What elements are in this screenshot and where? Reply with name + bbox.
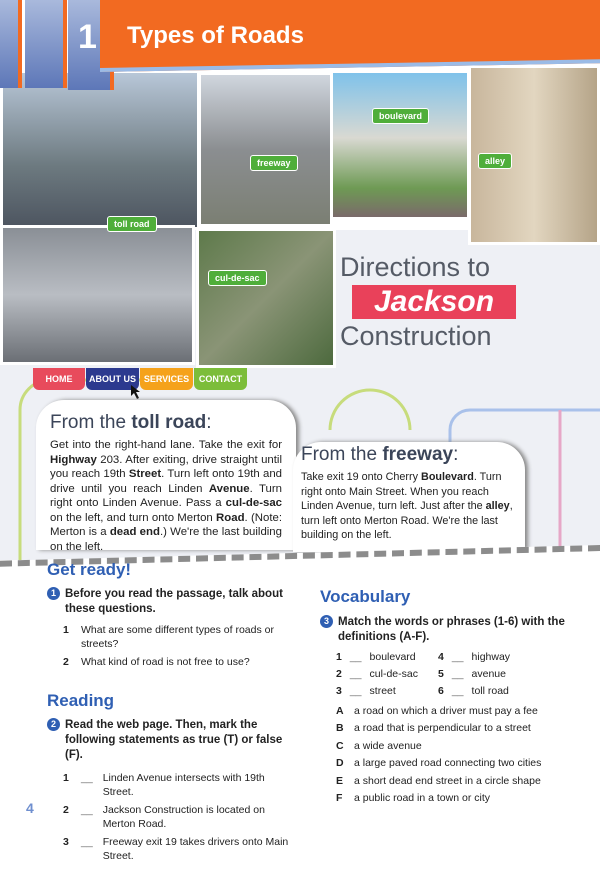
definition-letter: B: [336, 722, 344, 735]
definition-text: a large paved road connecting two cities: [354, 757, 542, 770]
statement-item: [63, 803, 297, 831]
photo-label: toll road: [107, 216, 157, 232]
definition-letter: F: [336, 791, 343, 804]
nav-home[interactable]: HOME: [33, 368, 85, 390]
task-number-badge: 1: [47, 587, 60, 600]
word-number: 1: [336, 651, 342, 663]
word-item: [336, 651, 438, 663]
instruction-text: Match the words or phrases (1-6) with the definitions (A-F).: [338, 616, 565, 643]
text-run: , turn left onto Merton Road. We're the last building on the left.: [301, 500, 513, 541]
text-run: .) We're the last building on the left.: [50, 526, 282, 553]
photo-freeway: [198, 72, 333, 227]
word-number: 5: [438, 668, 444, 680]
definition-item: [336, 792, 580, 804]
task-instruction: [47, 718, 297, 763]
word-row: [336, 651, 580, 663]
text-run: Get into the right-hand lane. Take the exit for: [50, 439, 282, 451]
item-number: 2: [63, 656, 69, 668]
website-title-line: Construction: [340, 321, 492, 351]
definition-item: [336, 757, 580, 769]
website-title: [340, 252, 516, 352]
answer-blank[interactable]: __: [349, 685, 362, 697]
website-title-highlight: Jackson: [352, 285, 516, 319]
section-title: Reading: [47, 691, 115, 710]
toll-road-text: [50, 438, 282, 554]
definition-letter: E: [336, 774, 344, 787]
word-text: toll road: [471, 685, 509, 697]
item-text: Jackson Construction is located on Merton Road.: [102, 804, 265, 830]
heading-text: From the: [50, 412, 132, 433]
definition-letter: C: [336, 739, 344, 752]
item-number: 1: [63, 772, 69, 784]
word-text: street: [369, 685, 396, 697]
task-instruction: [320, 615, 580, 645]
answer-blank[interactable]: __: [349, 651, 362, 663]
definition-text: a short dead end street in a circle shape: [354, 774, 541, 787]
nav-about-us[interactable]: ABOUT US: [86, 368, 139, 390]
heading-bold: toll road: [131, 412, 207, 433]
word-text: boulevard: [369, 651, 416, 663]
header-pillar: [25, 0, 67, 88]
item-number: 3: [63, 836, 69, 848]
freeway-text: [301, 470, 517, 543]
photo-cul-de-sac: [196, 228, 336, 368]
photo-label: cul-de-sac: [208, 270, 267, 286]
answer-blank[interactable]: __: [451, 685, 464, 697]
word-number: 4: [438, 651, 444, 663]
answer-blank[interactable]: __: [81, 772, 93, 784]
photo-boulevard: [330, 70, 470, 220]
photo-toll-road: [0, 225, 195, 365]
answer-blank[interactable]: __: [451, 651, 464, 663]
answer-blank[interactable]: __: [451, 668, 464, 680]
heading-text: :: [453, 444, 459, 465]
word-number: 6: [438, 685, 444, 697]
item-number: 2: [63, 804, 69, 816]
text-run: . Turn right onto Main Street. When you reach Linden Avenue, turn left. Just after the: [301, 471, 502, 512]
definition-text: a public road in a town or city: [354, 791, 490, 804]
bold-keyword: dead end: [109, 526, 160, 538]
page-title: Types of Roads: [127, 22, 304, 49]
page-number: 4: [26, 800, 34, 816]
task-number-badge: 2: [47, 718, 60, 731]
word-item: [438, 651, 540, 663]
toll-road-directions: [36, 400, 296, 553]
bold-keyword: alley: [485, 500, 510, 512]
definition-text: a wide avenue: [354, 739, 422, 752]
definition-text: a road that is perpendicular to a street: [354, 722, 531, 735]
word-number: 3: [336, 685, 342, 697]
question-item: [63, 655, 297, 669]
text-run: 203. After exiting, drive straight until you reach 19th: [50, 453, 282, 480]
photo-highway: [0, 70, 200, 230]
item-number: 1: [63, 624, 69, 636]
heading-text: From the: [301, 444, 383, 465]
photo-label: freeway: [250, 155, 298, 171]
unit-number: 1: [78, 18, 97, 56]
nav-services[interactable]: SERVICES: [140, 368, 193, 390]
instruction-text: Before you read the passage, talk about these questions.: [65, 588, 283, 615]
section-heading: [50, 412, 282, 434]
word-text: highway: [471, 651, 511, 663]
item-text: Linden Avenue intersects with 19th Street.: [102, 772, 265, 798]
definition-item: [336, 722, 580, 734]
bold-keyword: Boulevard: [421, 471, 474, 483]
word-text: cul-de-sac: [369, 668, 418, 680]
word-list: [336, 651, 580, 697]
text-run: Take exit 19 onto Cherry: [301, 471, 422, 483]
definition-item: [336, 705, 580, 717]
section-title: Vocabulary: [320, 587, 411, 606]
website-title-line: Directions to: [340, 252, 491, 282]
definition-list: [336, 705, 580, 804]
mouse-cursor-icon: [130, 384, 142, 400]
statement-item: [63, 835, 297, 863]
bold-keyword: cul-de-sac: [225, 497, 282, 509]
section-heading: [301, 444, 517, 466]
answer-blank[interactable]: __: [81, 836, 93, 848]
heading-bold: freeway: [382, 444, 454, 465]
statement-item: [63, 771, 297, 799]
item-text: What are some different types of roads or streets?: [81, 624, 274, 650]
definition-letter: A: [336, 705, 344, 717]
heading-text: :: [206, 412, 212, 433]
word-item: [336, 668, 438, 680]
item-text: Freeway exit 19 takes drivers onto Main Street.: [102, 836, 289, 862]
item-text: What kind of road is not free to use?: [81, 656, 250, 668]
word-text: avenue: [471, 668, 506, 680]
word-number: 2: [336, 668, 342, 680]
bold-keyword: Highway: [50, 453, 97, 466]
task-number-badge: 3: [320, 615, 333, 628]
word-item: [438, 668, 540, 680]
question-item: [63, 623, 297, 651]
definition-item: [336, 740, 580, 752]
task-instruction: [47, 587, 297, 617]
get-ready-section: [47, 560, 297, 863]
answer-blank[interactable]: __: [349, 668, 362, 680]
definition-text: a road on which a driver must pay a fee: [354, 705, 538, 717]
bold-keyword: Avenue: [208, 482, 250, 495]
nav-contact[interactable]: CONTACT: [194, 368, 247, 390]
bold-keyword: Road: [216, 511, 245, 524]
section-title: Get ready!: [47, 560, 132, 579]
vocabulary-section: [320, 587, 580, 804]
photo-label: alley: [478, 153, 512, 169]
word-item: [438, 685, 540, 697]
word-item: [336, 685, 438, 697]
word-row: [336, 668, 580, 680]
definition-item: [336, 775, 580, 787]
word-row: [336, 685, 580, 697]
bold-keyword: Street: [128, 468, 162, 480]
instruction-text: Read the web page. Then, mark the following statements as true (T) or false (F).: [65, 719, 283, 761]
text-run: . (Note: Merton is a: [50, 511, 282, 538]
text-run: . Turn left onto 19th and drive until you reach Linden: [50, 468, 282, 495]
text-run: on the left, and turn onto Merton: [50, 511, 217, 524]
photo-label: boulevard: [372, 108, 429, 124]
definition-letter: D: [336, 757, 344, 770]
text-run: . Turn right onto Linden Avenue. Pass a: [50, 482, 282, 509]
freeway-directions: [293, 442, 525, 552]
header-pillar: [0, 0, 22, 88]
answer-blank[interactable]: __: [81, 804, 93, 816]
